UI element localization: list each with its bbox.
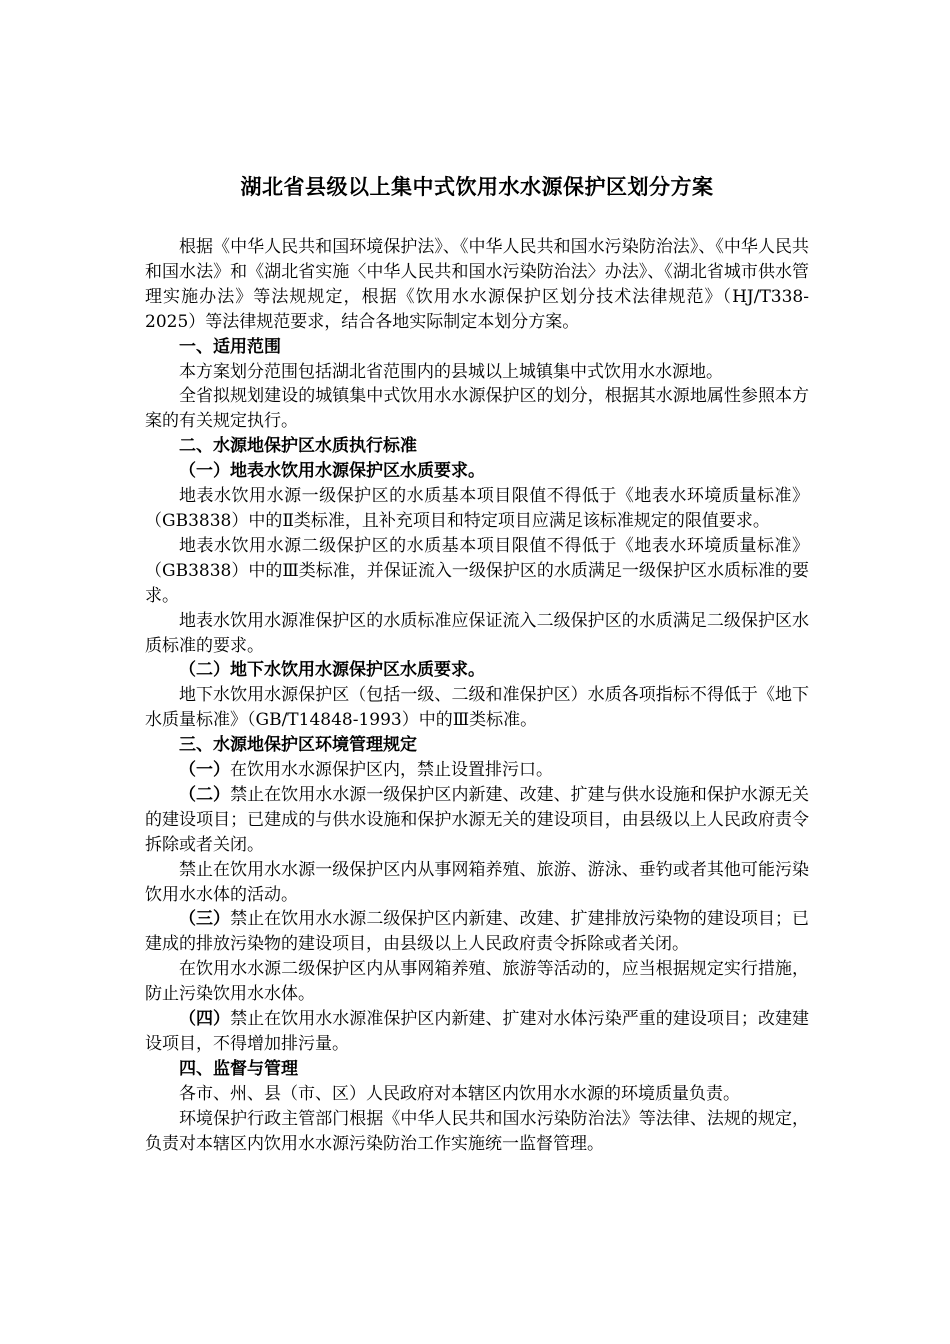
- document-title: 湖北省县级以上集中式饮用水水源保护区划分方案: [240, 175, 714, 199]
- surface-water-paragraph-2: 地表水饮用水源二级保护区的水质基本项目限值不得低于《地表水环境质量标准》（GB3838）中的Ⅲ类标准，并保证流入一级保护区的水质满足一级保护区水质标准的要求。: [145, 535, 809, 606]
- supervision-paragraph-1: 各市、州、县（市、区）人民政府对本辖区内饮用水水源的环境质量负责。: [179, 1083, 740, 1104]
- supervision-paragraph-2: 环境保护行政主管部门根据《中华人民共和国水污染防治法》等法律、法规的规定，负责对本辖区内饮用水水源污染防治工作实施统一监督管理。: [145, 1108, 809, 1154]
- document-page: [145, 170, 809, 1157]
- item-text: 禁止在饮用水水源二级保护区内新建、改建、扩建排放污染物的建设项目；已建成的排放污染物的建设项目，由县级以上人民政府责令拆除或者关闭。: [145, 909, 810, 955]
- management-paragraph-2b: 禁止在饮用水水源一级保护区内从事网箱养殖、旅游、游泳、垂钓或者其他可能污染饮用水水体的活动。: [145, 859, 809, 905]
- management-paragraph-3b: 在饮用水水源二级保护区内从事网箱养殖、旅游等活动的，应当根据规定实行措施，防止污染饮用水水体。: [145, 959, 809, 1005]
- section-heading-water-quality: 二、水源地保护区水质执行标准: [179, 436, 417, 457]
- management-item-1: [145, 758, 809, 783]
- item-label: （四）: [179, 1009, 231, 1030]
- item-label: （二）: [179, 784, 231, 805]
- scope-paragraph-1: 本方案划分范围包括湖北省范围内的县城以上城镇集中式饮用水水源地。: [179, 361, 723, 382]
- management-item-4: [145, 1007, 809, 1057]
- item-text: 禁止在饮用水水源一级保护区内新建、改建、扩建与供水设施和保护水源无关的建设项目；已建成的与供水设施和保护水源无关的建设项目，由县级以上人民政府责令拆除或者关闭。: [145, 784, 810, 855]
- section-heading-management: 三、水源地保护区环境管理规定: [179, 735, 417, 756]
- management-item-2: [145, 783, 809, 858]
- item-label: （一）: [179, 760, 230, 781]
- surface-water-paragraph-1: 地表水饮用水源一级保护区的水质基本项目限值不得低于《地表水环境质量标准》（GB3838）中的Ⅱ类标准，且补充项目和特定项目应满足该标准规定的限值要求。: [145, 486, 809, 531]
- item-text: 禁止在饮用水水源准保护区内新建、扩建对水体污染严重的建设项目；改建建设项目，不得增加排污量。: [145, 1009, 810, 1054]
- scope-paragraph-2: 全省拟规划建设的城镇集中式饮用水水源保护区的划分，根据其水源地属性参照本方案的有关规定执行。: [145, 386, 809, 432]
- subheading-groundwater: （二）地下水饮用水源保护区水质要求。: [179, 660, 485, 681]
- section-heading-scope: 一、适用范围: [179, 336, 281, 357]
- management-item-3: [145, 907, 809, 957]
- subheading-surface-water: （一）地表水饮用水源保护区水质要求。: [179, 461, 485, 482]
- surface-water-paragraph-3: 地表水饮用水源准保护区的水质标准应保证流入二级保护区的水质满足二级保护区水质标准的要求。: [145, 610, 809, 656]
- intro-paragraph: 根据《中华人民共和国环境保护法》、《中华人民共和国水污染防治法》、《中华人民共和国水法》和《湖北省实施〈中华人民共和国水污染防治法〉办法》、《湖北省城市供水管理实施办法》等法规规定，根据《饮用水水源保护区划分技术法律规范》（HJ/T338-2025）等法律规范要求，结合各地实际制定本划分方案。: [145, 237, 809, 332]
- section-heading-supervision: 四、监督与管理: [179, 1058, 298, 1079]
- item-label: （三）: [179, 909, 231, 930]
- item-text: 在饮用水水源保护区内，禁止设置排污口。: [230, 760, 553, 781]
- groundwater-paragraph: 地下水饮用水源保护区（包括一级、二级和准保护区）水质各项指标不得低于《地下水质量标准》（GB/T14848-1993）中的Ⅲ类标准。: [145, 685, 809, 731]
